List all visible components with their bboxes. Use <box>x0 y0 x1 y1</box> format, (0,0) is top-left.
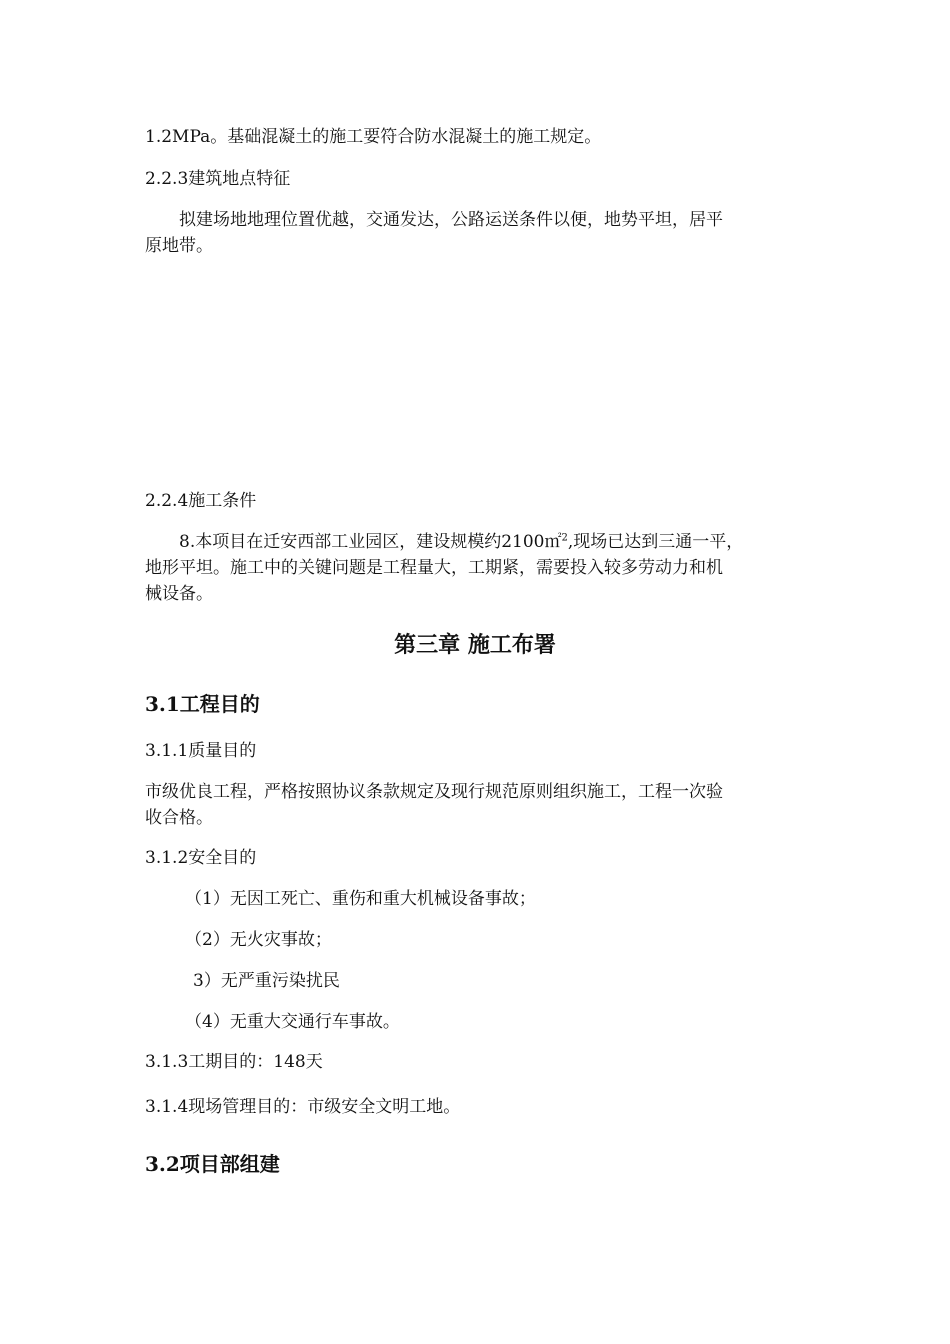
paragraph-cond-line-2: 地形平坦。施工中的关键问题是工程量大，工期紧，需要投入较多劳动力和机 <box>145 558 723 578</box>
paragraph-cond-line-1b: ,现场已达到三通一平， <box>567 532 744 552</box>
section-3-1: 3.1工程目的 <box>145 692 260 716</box>
safety-item-4: （4）无重大交通行车事故。 <box>185 1012 400 1032</box>
paragraph-site-line-2: 原地带。 <box>145 236 213 256</box>
chapter-title: 第三章 施工布署 <box>394 632 556 658</box>
paragraph-cond-line-1a: 8.本项目在迁安西部工业园区，建设规模约2100㎡ <box>179 532 562 552</box>
paragraph-cond-line-3: 械设备。 <box>145 584 213 604</box>
heading-3-1-1: 3.1.1质量目的 <box>145 741 257 761</box>
heading-3-1-3: 3.1.3工期目的：148天 <box>145 1052 323 1072</box>
paragraph-quality <box>145 779 805 831</box>
paragraph-quality-line-1: 市级优良工程，严格按照协议条款规定及现行规范原则组织施工，工程一次验 <box>145 782 723 802</box>
paragraph-construction-conditions <box>145 529 805 607</box>
heading-3-1-2: 3.1.2安全目的 <box>145 848 257 868</box>
superscript-2: 2 <box>561 532 568 544</box>
heading-2-2-3: 2.2.3建筑地点特征 <box>145 169 291 189</box>
paragraph-site-features <box>145 207 805 259</box>
safety-item-3: 3）无严重污染扰民 <box>193 971 340 991</box>
safety-item-1: （1）无因工死亡、重伤和重大机械设备事故； <box>185 889 536 909</box>
paragraph-quality-line-2: 收合格。 <box>145 808 213 828</box>
paragraph-site-line-1: 拟建场地地理位置优越，交通发达，公路运送条件以便，地势平坦，居平 <box>179 210 723 230</box>
section-3-2: 3.2项目部组建 <box>145 1152 280 1176</box>
safety-item-2: （2）无火灾事故； <box>185 930 332 950</box>
heading-3-1-4: 3.1.4现场管理目的：市级安全文明工地。 <box>145 1097 461 1117</box>
heading-2-2-4: 2.2.4施工条件 <box>145 491 257 511</box>
text-line-mpa: 1.2MPa。基础混凝土的施工要符合防水混凝土的施工规定。 <box>145 127 602 147</box>
